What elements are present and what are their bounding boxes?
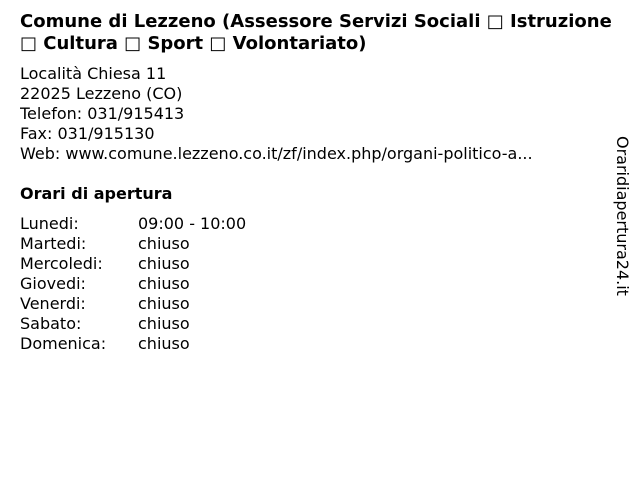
day-hours: chiuso: [138, 254, 190, 273]
site-watermark: Oraridiapertura24.it: [613, 136, 632, 296]
address-block: [20, 64, 610, 164]
phone-number: Telefon: 031/915413: [20, 104, 185, 123]
hours-row-tuesday: [20, 234, 320, 254]
hours-row-wednesday: [20, 254, 320, 274]
opening-hours-list: [20, 214, 320, 354]
hours-row-sunday: [20, 334, 320, 354]
page-title: Comune di Lezzeno (Assessore Servizi Sociali □ Istruzione □ Cultura □ Sport □ Volontariato): [20, 11, 612, 54]
hours-row-friday: [20, 294, 320, 314]
day-label: Domenica:: [20, 334, 107, 353]
website-link[interactable]: Web: www.comune.lezzeno.co.it/zf/index.php/organi-politico-a...: [20, 144, 533, 163]
day-hours: chiuso: [138, 314, 190, 333]
day-hours: 09:00 - 10:00: [138, 214, 247, 233]
day-label: Giovedi:: [20, 274, 86, 293]
hours-row-monday: [20, 214, 320, 234]
opening-hours-heading: Orari di apertura: [20, 184, 173, 203]
hours-row-thursday: [20, 274, 320, 294]
day-hours: chiuso: [138, 294, 190, 313]
day-label: Lunedi:: [20, 214, 79, 233]
day-hours: chiuso: [138, 334, 190, 353]
day-label: Venerdi:: [20, 294, 86, 313]
day-label: Martedi:: [20, 234, 87, 253]
address-locality: Località Chiesa 11: [20, 64, 167, 83]
day-hours: chiuso: [138, 234, 190, 253]
day-hours: chiuso: [138, 274, 190, 293]
address-city: 22025 Lezzeno (CO): [20, 84, 183, 103]
day-label: Mercoledi:: [20, 254, 103, 273]
hours-row-saturday: [20, 314, 320, 334]
day-label: Sabato:: [20, 314, 82, 333]
fax-number: Fax: 031/915130: [20, 124, 155, 143]
